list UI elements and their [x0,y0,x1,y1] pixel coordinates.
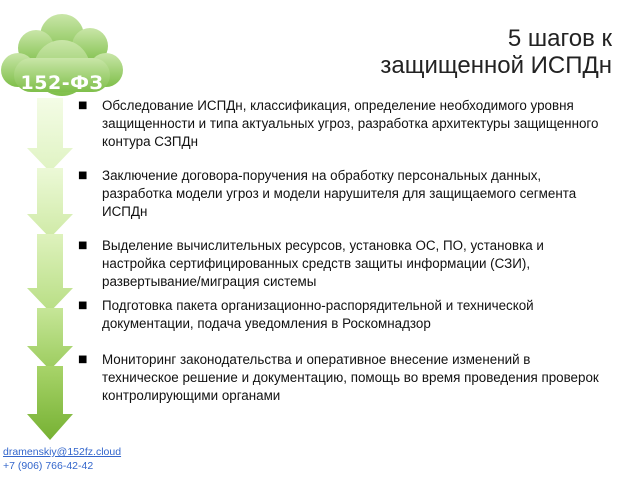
arrow-step-2 [27,168,73,238]
email-link[interactable]: dramenskiy@152fz.cloud [3,446,122,458]
square-bullet-icon: ■ [78,354,88,365]
step-3-text: Выделение вычислительных ресурсов, установка ОС, ПО, установка и настройка сертифицированных средств защиты информации (СЗИ), развертывание/миграция системы [102,238,544,289]
logo-152fz [0,14,124,102]
page-title [380,25,612,79]
step-2-text: Заключение договора-поручения на обработку персональных данных, разработка модели угроз и модели нарушителя для защищаемого сегмента ИСПДн [102,168,577,219]
contact-footer [3,445,121,473]
step-1-text: Обследование ИСПДн, классификация, определение необходимого уровня защищенности и типа актуальных угроз, разработка архитектуры защищенного контура СЗПДн [102,98,599,149]
square-bullet-icon: ■ [78,170,88,181]
list-item [70,237,610,291]
arrow-step-5 [27,366,73,440]
step-4-text: Подготовка пакета организационно-распорядительной и технической документации, подача уведомления в Роскомнадзор [102,298,534,331]
square-bullet-icon: ■ [78,240,88,251]
title-line-1: 5 шагов к [507,25,612,52]
square-bullet-icon: ■ [78,100,88,111]
list-item [70,97,610,151]
step-5-text: Мониторинг законодательства и оперативное внесение изменений в техническое решение и документацию, помощь во время проведения проверок контролирующими органами [102,352,599,403]
title-line-2: защищенной ИСПДн [380,52,612,79]
square-bullet-icon: ■ [78,300,88,311]
arrow-step-3 [27,234,73,312]
arrow-step-4 [27,308,73,370]
arrow-step-1 [27,98,73,172]
list-item [70,351,610,405]
list-item [70,297,610,333]
step-arrows-graphic [25,96,75,442]
list-item [70,167,610,221]
logo-text: 152-ФЗ [20,72,104,94]
phone-number: +7 (906) 766-42-42 [3,460,94,472]
